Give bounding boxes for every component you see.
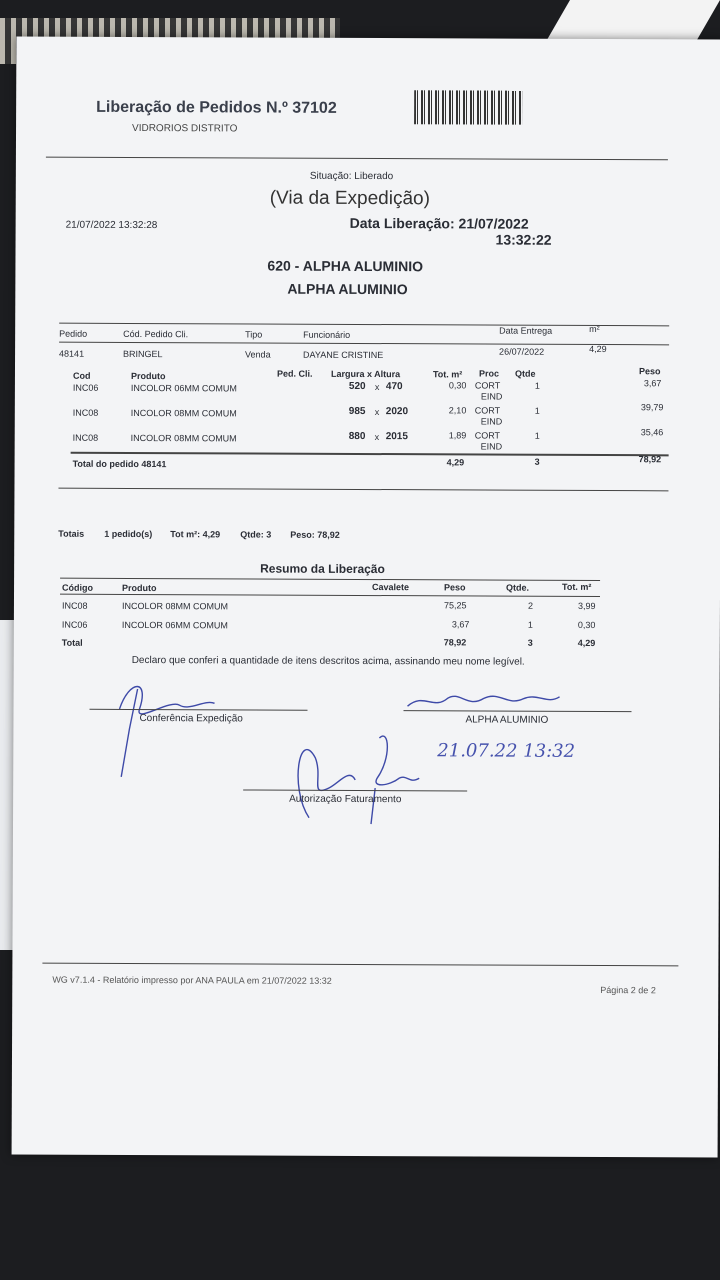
value-data-entrega: 26/07/2022	[499, 346, 545, 357]
summary-tot-m2: 3,99	[577, 600, 596, 611]
order-total-peso: 78,92	[638, 454, 662, 465]
label-funcionario: Funcionário	[303, 329, 351, 340]
value-pedido: 48141	[59, 348, 85, 359]
summary-peso: 75,25	[443, 600, 467, 611]
divider	[58, 488, 668, 492]
summary-col-peso: Peso	[444, 582, 466, 593]
status-label: Situação: Liberado	[309, 170, 394, 183]
summary-codigo: INC06	[61, 619, 88, 630]
item-dim-separator: x	[374, 432, 380, 443]
divider	[59, 323, 669, 327]
col-dimensions: Largura x Altura	[330, 368, 401, 380]
summary-col-cavalete: Cavalete	[372, 582, 410, 593]
value-m2: 4,29	[589, 343, 607, 355]
barcode	[414, 90, 522, 124]
item-cod: INC08	[72, 407, 99, 418]
order-total-m2: 4,29	[446, 457, 465, 468]
totals-pedidos: 1 pedido(s)	[104, 528, 153, 540]
declaration-text: Declaro que conferi a quantidade de itens descritos acima, assinando meu nome legível.	[131, 654, 525, 668]
order-total-label: Total do pedido 48141	[72, 458, 167, 470]
divider	[46, 157, 668, 161]
summary-col-produto: Produto	[122, 582, 157, 594]
divider	[60, 578, 600, 581]
copy-type: (Via da Expedição)	[269, 187, 430, 210]
summary-produto: INCOLOR 08MM COMUM	[121, 600, 228, 612]
company-name: VIDRORIOS DISTRITO	[132, 122, 238, 135]
item-cod: INC08	[72, 432, 99, 443]
item-cod: INC06	[72, 382, 99, 393]
item-qtde: 1	[534, 380, 540, 391]
summary-total-label: Total	[61, 637, 83, 648]
col-tot-m2: Tot. m²	[432, 369, 463, 380]
totals-peso: Peso: 78,92	[290, 529, 340, 540]
divider	[42, 963, 678, 967]
client-code-name: 620 - ALPHA ALUMINIO	[267, 257, 424, 275]
item-largura: 880	[348, 430, 366, 442]
item-produto: INCOLOR 06MM COMUM	[130, 382, 237, 394]
item-proc-2: EIND	[480, 441, 503, 452]
item-largura: 985	[348, 405, 366, 417]
item-altura: 2020	[385, 406, 409, 418]
print-datetime: 21/07/2022 13:32:28	[65, 219, 158, 232]
divider	[71, 452, 669, 457]
item-proc: CORT	[474, 405, 501, 416]
label-data-entrega: Data Entrega	[499, 325, 553, 336]
col-ped-cli: Ped. Cli.	[276, 368, 313, 379]
label-tipo: Tipo	[245, 329, 263, 340]
col-qtde: Qtde	[514, 368, 536, 379]
value-cod-pedido: BRINGEL	[123, 348, 163, 360]
signature-label-cliente: ALPHA ALUMINIO	[465, 714, 549, 726]
item-dim-separator: x	[374, 382, 380, 393]
item-peso: 35,46	[640, 427, 664, 438]
label-cod-pedido: Cód. Pedido Cli.	[123, 328, 189, 340]
col-cod: Cod	[72, 370, 91, 381]
label-pedido: Pedido	[59, 328, 88, 339]
summary-produto: INCOLOR 06MM COMUM	[121, 619, 228, 631]
item-qtde: 1	[534, 430, 540, 441]
label-m2: m²	[589, 323, 600, 335]
item-tot-m2: 2,10	[448, 405, 467, 416]
item-peso: 3,67	[643, 378, 662, 389]
item-peso: 39,79	[640, 402, 664, 413]
summary-total-tot-m2: 4,29	[577, 637, 596, 648]
item-dim-separator: x	[374, 407, 380, 418]
value-tipo: Venda	[245, 349, 271, 360]
summary-col-codigo: Código	[62, 582, 94, 593]
col-proc: Proc	[478, 368, 500, 379]
summary-peso: 3,67	[451, 619, 470, 630]
summary-qtde: 2	[527, 600, 534, 611]
background-sheet-corner	[547, 0, 720, 40]
col-peso: Peso	[638, 366, 661, 377]
signature-autorizacao	[279, 728, 429, 829]
summary-title: Resumo da Liberação	[260, 561, 385, 577]
item-tot-m2: 0,30	[448, 380, 467, 391]
summary-total-qtde: 3	[527, 637, 533, 648]
summary-total-peso: 78,92	[443, 637, 467, 648]
footer-printed-by: WG v7.1.4 - Relatório impresso por ANA PAULA em 21/07/2022 13:32	[52, 974, 332, 986]
col-produto: Produto	[130, 370, 166, 382]
totals-qtde: Qtde: 3	[240, 529, 272, 540]
client-name: ALPHA ALUMINIO	[287, 280, 408, 298]
summary-col-qtde: Qtde.	[506, 582, 530, 593]
item-tot-m2: 1,89	[448, 430, 467, 441]
document-page	[12, 36, 720, 1157]
page-number: Página 2 de 2	[600, 985, 656, 996]
summary-col-tot-m2: Tot. m²	[562, 581, 592, 592]
item-altura: 470	[385, 381, 403, 393]
item-produto: INCOLOR 08MM COMUM	[130, 432, 237, 444]
item-proc-2: EIND	[480, 416, 503, 427]
signature-label-conferencia: Conferência Expedição	[139, 713, 243, 725]
item-proc-2: EIND	[480, 391, 503, 402]
value-funcionario: DAYANE CRISTINE	[303, 349, 384, 361]
release-time: 13:32:22	[495, 231, 552, 248]
divider	[59, 342, 669, 346]
totals-label: Totais	[58, 528, 85, 539]
item-qtde: 1	[534, 405, 540, 416]
handwritten-date: 21.07.22 13:32	[437, 740, 576, 762]
release-date: Data Liberação: 21/07/2022	[349, 214, 529, 232]
item-produto: INCOLOR 08MM COMUM	[130, 407, 237, 419]
signature-label-autorizacao: Autorização Faturamento	[289, 793, 402, 806]
summary-tot-m2: 0,30	[577, 619, 596, 630]
divider	[60, 594, 600, 597]
summary-qtde: 1	[527, 619, 533, 630]
item-largura: 520	[348, 380, 366, 392]
item-altura: 2015	[385, 431, 408, 443]
totals-m2: Tot m²: 4,29	[170, 529, 221, 540]
item-proc: CORT	[474, 430, 501, 441]
document-title: Liberação de Pedidos N.º 37102	[96, 98, 337, 117]
summary-codigo: INC08	[61, 600, 88, 611]
order-total-qtde: 3	[534, 456, 540, 467]
item-proc: CORT	[474, 380, 501, 391]
